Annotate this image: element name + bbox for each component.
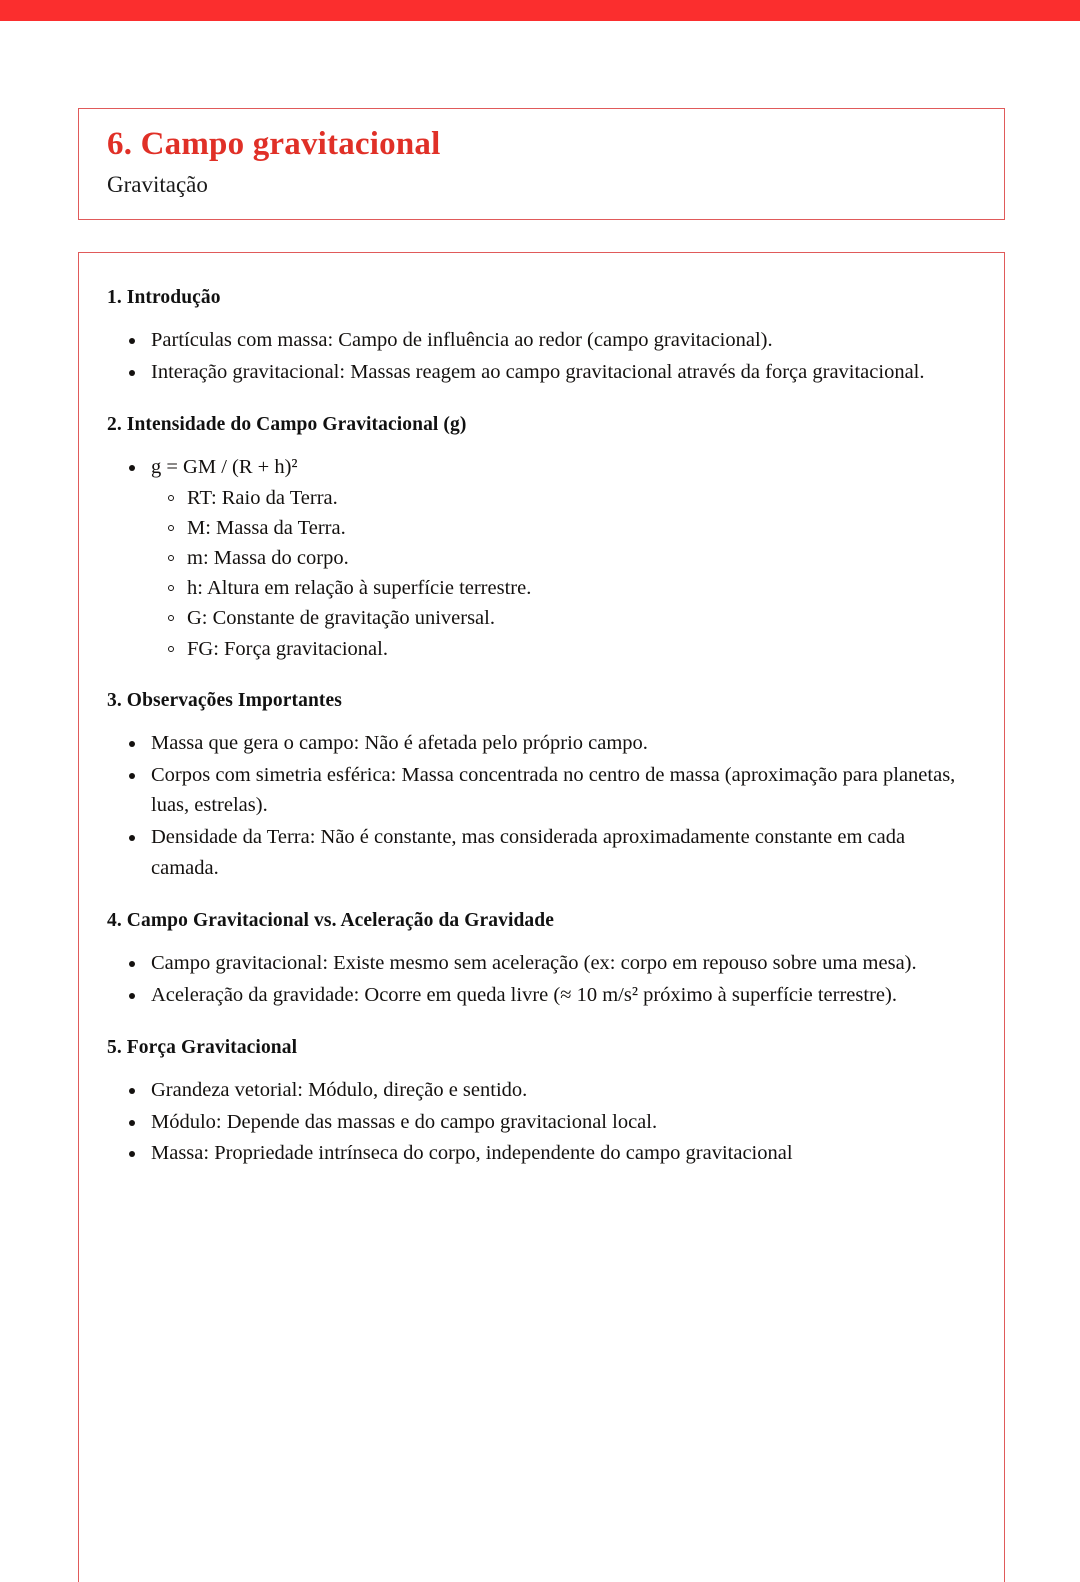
list-item-text: Massa que gera o campo: Não é afetada pelo próprio campo. (151, 731, 648, 754)
list-item-text: Módulo: Depende das massas e do campo gravitacional local. (151, 1110, 658, 1133)
list-item-text: Densidade da Terra: Não é constante, mas considerada aproximadamente constante em cada camada. (151, 826, 906, 879)
list-item (107, 325, 974, 356)
section-block (107, 688, 974, 884)
bullet-list (107, 728, 974, 884)
sub-list-item: RT: Raio da Terra. (151, 483, 974, 513)
list-item-text: Grandeza vetorial: Módulo, direção e sentido. (151, 1078, 528, 1101)
list-item-text: Corpos com simetria esférica: Massa concentrada no centro de massa (aproximação para planetas, luas, estrelas). (151, 763, 956, 817)
list-item (107, 1107, 974, 1138)
top-accent-bar (0, 0, 1080, 21)
list-item-text: Partículas com massa: Campo de influência ao redor (campo gravitacional). (151, 329, 773, 352)
page-title: 6. Campo gravitacional (107, 126, 441, 162)
list-item (107, 760, 974, 822)
sub-list-item: FG: Força gravitacional. (151, 634, 974, 664)
list-item (107, 728, 974, 759)
section-heading: 1. Introdução (107, 287, 221, 308)
list-item (107, 948, 974, 979)
list-item (107, 452, 974, 664)
document-header-inner (79, 109, 1004, 200)
section-block (107, 285, 974, 388)
bullet-list (107, 948, 974, 1011)
document-header-box (78, 108, 1005, 220)
list-item (107, 980, 974, 1011)
sub-list-item: M: Massa da Terra. (151, 513, 974, 543)
list-item (107, 357, 974, 388)
list-item-text: Campo gravitacional: Existe mesmo sem aceleração (ex: corpo em repouso sobre uma mesa). (151, 952, 917, 974)
page-subtitle: Gravitação (107, 171, 208, 197)
section-heading: 5. Força Gravitacional (107, 1036, 298, 1058)
list-item-text: g = GM / (R + h)² (151, 456, 298, 479)
sub-list-item: m: Massa do corpo. (151, 543, 974, 573)
section-block (107, 412, 974, 664)
bullet-list (107, 325, 974, 388)
sub-list-item: h: Altura em relação à superfície terrestre. (151, 573, 974, 603)
sub-bullet-list (151, 483, 974, 664)
list-item (107, 1138, 974, 1169)
list-item (107, 822, 974, 884)
document-sections (79, 253, 1004, 1169)
section-block (107, 908, 974, 1011)
bullet-list (107, 1075, 974, 1169)
sub-list-item: G: Constante de gravitação universal. (151, 603, 974, 633)
section-heading: 2. Intensidade do Campo Gravitacional (g) (107, 413, 467, 435)
section-block (107, 1035, 974, 1170)
list-item-text: Interação gravitacional: Massas reagem ao campo gravitacional através da força gravitacional. (151, 361, 925, 384)
list-item-text: Massa: Propriedade intrínseca do corpo, independente do campo gravitacional (151, 1142, 793, 1165)
section-heading: 4. Campo Gravitacional vs. Aceleração da Gravidade (107, 909, 554, 931)
document-content-box (78, 252, 1005, 1582)
list-item-text: Aceleração da gravidade: Ocorre em queda livre (≈ 10 m/s² próximo à superfície terrestre). (151, 983, 897, 1006)
bullet-list (107, 452, 974, 664)
section-heading: 3. Observações Importantes (107, 689, 342, 711)
list-item (107, 1075, 974, 1106)
